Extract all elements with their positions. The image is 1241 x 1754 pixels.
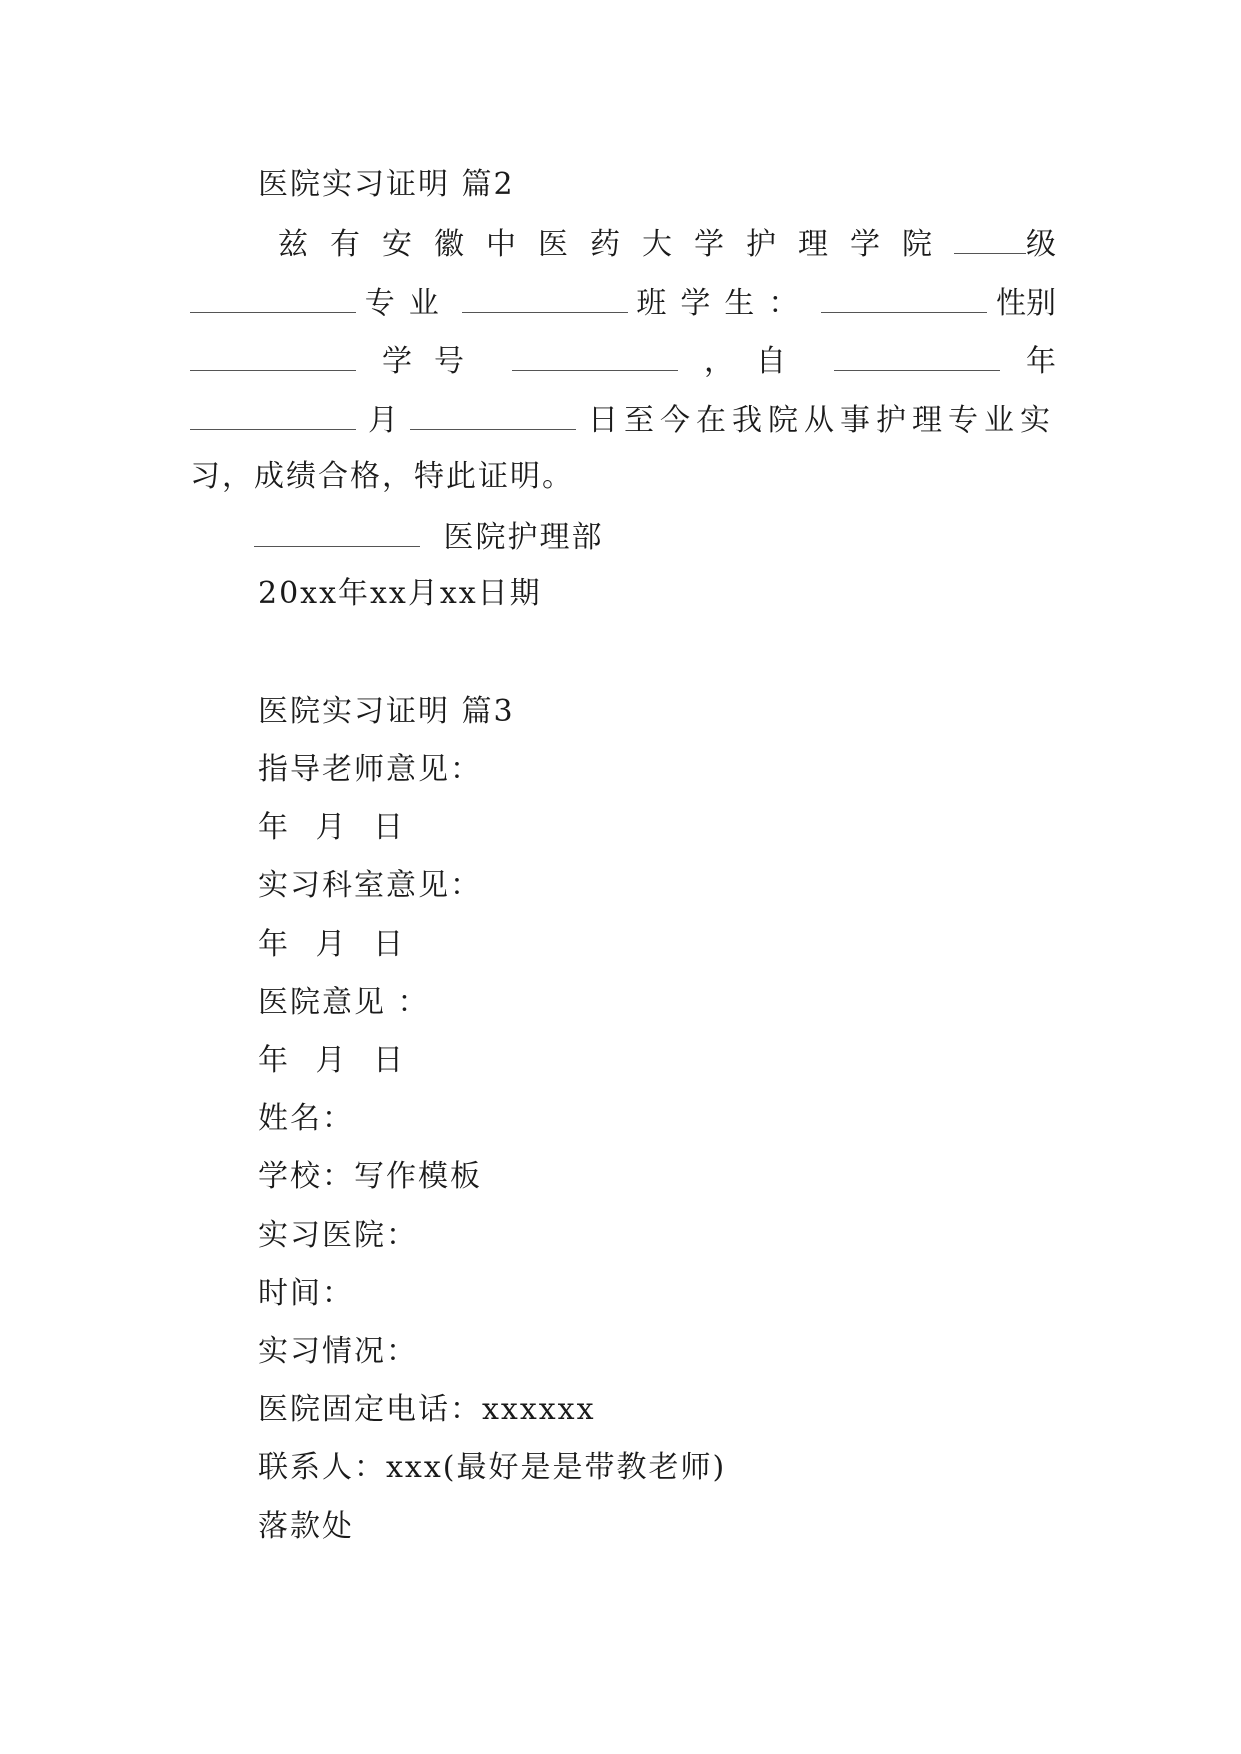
year-label: 年 (1026, 344, 1056, 379)
hospital-opinion-label: 医院意见 ： (258, 985, 430, 1020)
department-date-line: 年 月 日 (258, 927, 406, 962)
time-field-label: 时间： (258, 1276, 354, 1311)
internship-status-label: 实习情况： (258, 1334, 418, 1369)
student-id-label: 学号 (382, 344, 486, 379)
gender-label: 性别 (995, 286, 1056, 321)
name-field-label: 姓名： (258, 1101, 354, 1136)
from-label: ，自 (704, 344, 808, 379)
certificate-conclusion: 习，成绩合格，特此证明。 (190, 459, 574, 494)
certificate-date: 20xx年xx月xx日期 (258, 576, 542, 611)
internship-statement: 日至今在我院从事护理专业实 (588, 403, 1056, 438)
year-blank[interactable] (834, 340, 1000, 371)
hospital-date-line: 年 月 日 (258, 1043, 406, 1078)
signature-department: 医院护理部 (443, 520, 604, 555)
hospital-name-blank[interactable] (254, 516, 420, 547)
grade-value-blank[interactable] (190, 282, 356, 313)
class-blank[interactable] (821, 282, 987, 313)
day-blank[interactable] (410, 399, 576, 430)
contact-person-label: 联系人：xxx(最好是是带教老师) (258, 1450, 727, 1485)
month-label: 月 (368, 403, 398, 438)
certificate-row-2 (190, 282, 1056, 324)
certificate-row-1 (278, 223, 1056, 265)
advisor-opinion-label: 指导老师意见： (258, 752, 482, 787)
section3-heading: 医院实习证明 篇3 (258, 694, 515, 729)
certificate-row-3 (190, 340, 1056, 382)
signature-area-label: 落款处 (258, 1509, 354, 1544)
hospital-phone-label: 医院固定电话：xxxxxx (258, 1392, 596, 1427)
certificate-row-4 (190, 399, 1056, 441)
class-label: 班学生： (636, 286, 813, 321)
major-label: 专业 (364, 286, 453, 321)
department-opinion-label: 实习科室意见： (258, 868, 482, 903)
grade-label: 级 (1026, 227, 1056, 262)
certificate-intro-text: 兹有安徽中医药大学护理学院 (278, 227, 954, 262)
month-blank[interactable] (190, 399, 356, 430)
grade-blank[interactable] (954, 223, 1026, 254)
major-blank[interactable] (462, 282, 628, 313)
student-id-blank[interactable] (512, 340, 678, 371)
section2-heading: 医院实习证明 篇2 (258, 167, 515, 202)
advisor-date-line: 年 月 日 (258, 810, 406, 845)
signature-line (254, 516, 604, 558)
hospital-field-label: 实习医院： (258, 1218, 418, 1253)
gender-blank[interactable] (190, 340, 356, 371)
school-field-label: 学校：写作模板 (258, 1159, 482, 1194)
